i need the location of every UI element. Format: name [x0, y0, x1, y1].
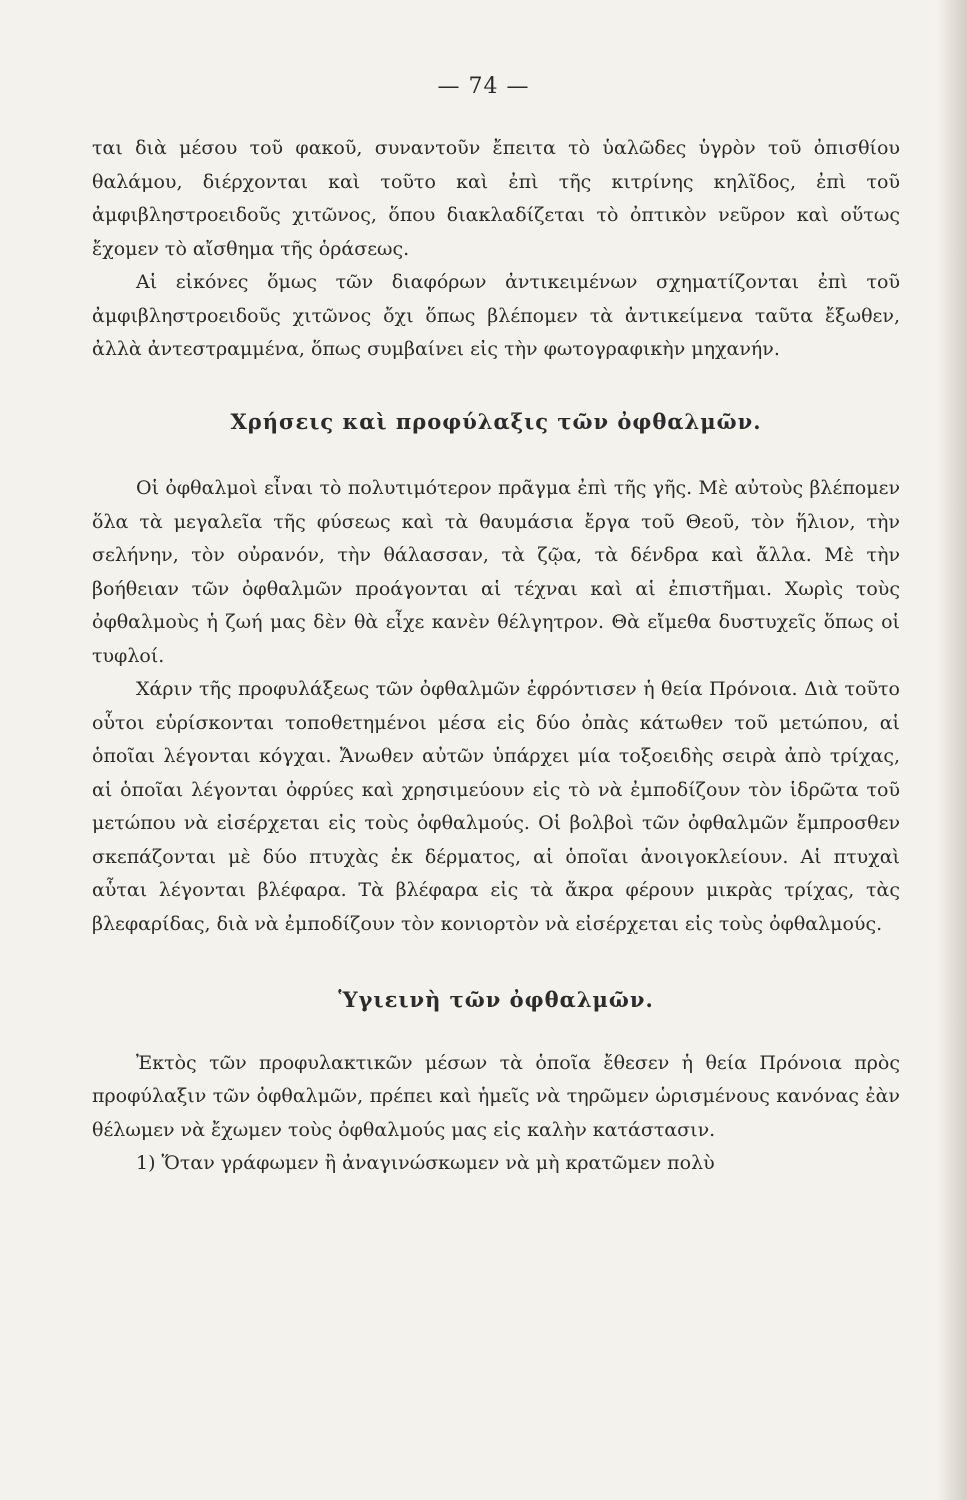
paragraph-1: ται διὰ μέσου τοῦ φακοῦ, συναντοῦν ἔπειτα τὸ ὑαλῶδες ὑγρὸν τοῦ ὀπισθίου θαλάμου, διέρχονται καὶ τοῦτο καὶ ἐπὶ τῆς κιτρίνης κηλῖδος, ἐπὶ τοῦ ἀμφιβληστροειδοῦς χιτῶνος, ὅπου διακλαδίζεται τὸ ὀπτικὸν νεῦρον καὶ οὕτως ἔχομεν τὸ αἴσθημα τῆς ὁράσεως.	[92, 137, 900, 260]
page-body	[92, 132, 900, 1181]
paragraph-3: Οἱ ὀφθαλμοὶ εἶναι τὸ πολυτιμότερον πρᾶγμα ἐπὶ τῆς γῆς. Μὲ αὐτοὺς βλέπομεν ὅλα τὰ μεγαλεῖα τῆς φύσεως καὶ τὰ θαυμάσια ἔργα τοῦ Θεοῦ, τὸν ἥλιον, τὴν σελήνην, τὸν οὐρανόν, τὴν θάλασσαν, τὰ ζῷα, τὰ δένδρα καὶ ἄλλα. Μὲ τὴν βοήθειαν τῶν ὀφθαλμῶν προάγονται αἱ τέχναι καὶ αἱ ἐπιστῆμαι. Χωρὶς τοὺς ὀφθαλμοὺς ἡ ζωή μας δὲν θὰ εἶχε κανὲν θέλγητρον. Θὰ εἴμεθα δυστυχεῖς ὅπως οἱ τυφλοί.	[92, 477, 900, 667]
page-edge-shadow	[937, 0, 967, 1500]
paragraph-2: Αἱ εἰκόνες ὅμως τῶν διαφόρων ἀντικειμένων σχηματίζονται ἐπὶ τοῦ ἀμφιβληστροειδοῦς χιτῶνος ὄχι ὅπως βλέπομεν τὰ ἀντικείμενα ταῦτα ἔξωθεν, ἀλλὰ ἀντεστραμμένα, ὅπως συμβαίνει εἰς τὴν φωτογραφικὴν μηχανήν.	[92, 271, 900, 360]
paragraph-5: Ἐκτὸς τῶν προφυλακτικῶν μέσων τὰ ὁποῖα ἔθεσεν ἡ θεία Πρόνοια πρὸς προφύλαξιν τῶν ὀφθαλμῶν, πρέπει καὶ ἡμεῖς νὰ τηρῶμεν ὡρισμένους κανόνας ἐὰν θέλωμεν νὰ ἔχωμεν τοὺς ὀφθαλμούς μας εἰς καλὴν κατάστασιν.	[92, 1051, 900, 1141]
list-item-1: 1) Ὅταν γράφωμεν ἢ ἀναγινώσκωμεν νὰ μὴ κρατῶμεν πολὺ	[136, 1152, 715, 1174]
paragraph-4: Χάριν τῆς προφυλάξεως τῶν ὀφθαλμῶν ἐφρόντισεν ἡ θεία Πρόνοια. Διὰ τοῦτο οὗτοι εὑρίσκονται τοποθετημένοι μέσα εἰς δύο ὀπὰς κάτωθεν τοῦ μετώπου, αἱ ὁποῖαι λέγονται κόγχαι. Ἄνωθεν αὐτῶν ὑπάρχει μία τοξοειδὴς σειρὰ ἀπὸ τρίχας, αἱ ὁποῖαι λέγονται ὀφρύες καὶ χρησιμεύουν εἰς τὸ νὰ ἐμποδίζουν τὸν ἱδρῶτα τοῦ μετώπου νὰ εἰσέρχεται εἰς τοὺς ὀφθαλμούς. Οἱ βολβοὶ τῶν ὀφθαλμῶν ἔμπροσθεν σκεπάζονται μὲ δύο πτυχὰς ἐκ δέρματος, αἱ ὁποῖαι ἀνοιγοκλείουν. Αἱ πτυχαὶ αὗται λέγονται βλέφαρα. Τὰ βλέφαρα εἰς τὰ ἄκρα φέρουν μικρὰς τρίχας, τὰς βλεφαρίδας, διὰ νὰ ἐμποδίζουν τὸν κονιορτὸν νὰ εἰσέρχεται εἰς τοὺς ὀφθαλμούς.	[92, 678, 900, 935]
section-heading-uses: Χρήσεις καὶ προφύλαξις τῶν ὀφθαλμῶν.	[230, 408, 762, 434]
section-heading-hygiene: Ὑγιεινὴ τῶν ὀφθαλμῶν.	[338, 987, 654, 1012]
page-number: — 74 —	[437, 74, 530, 99]
